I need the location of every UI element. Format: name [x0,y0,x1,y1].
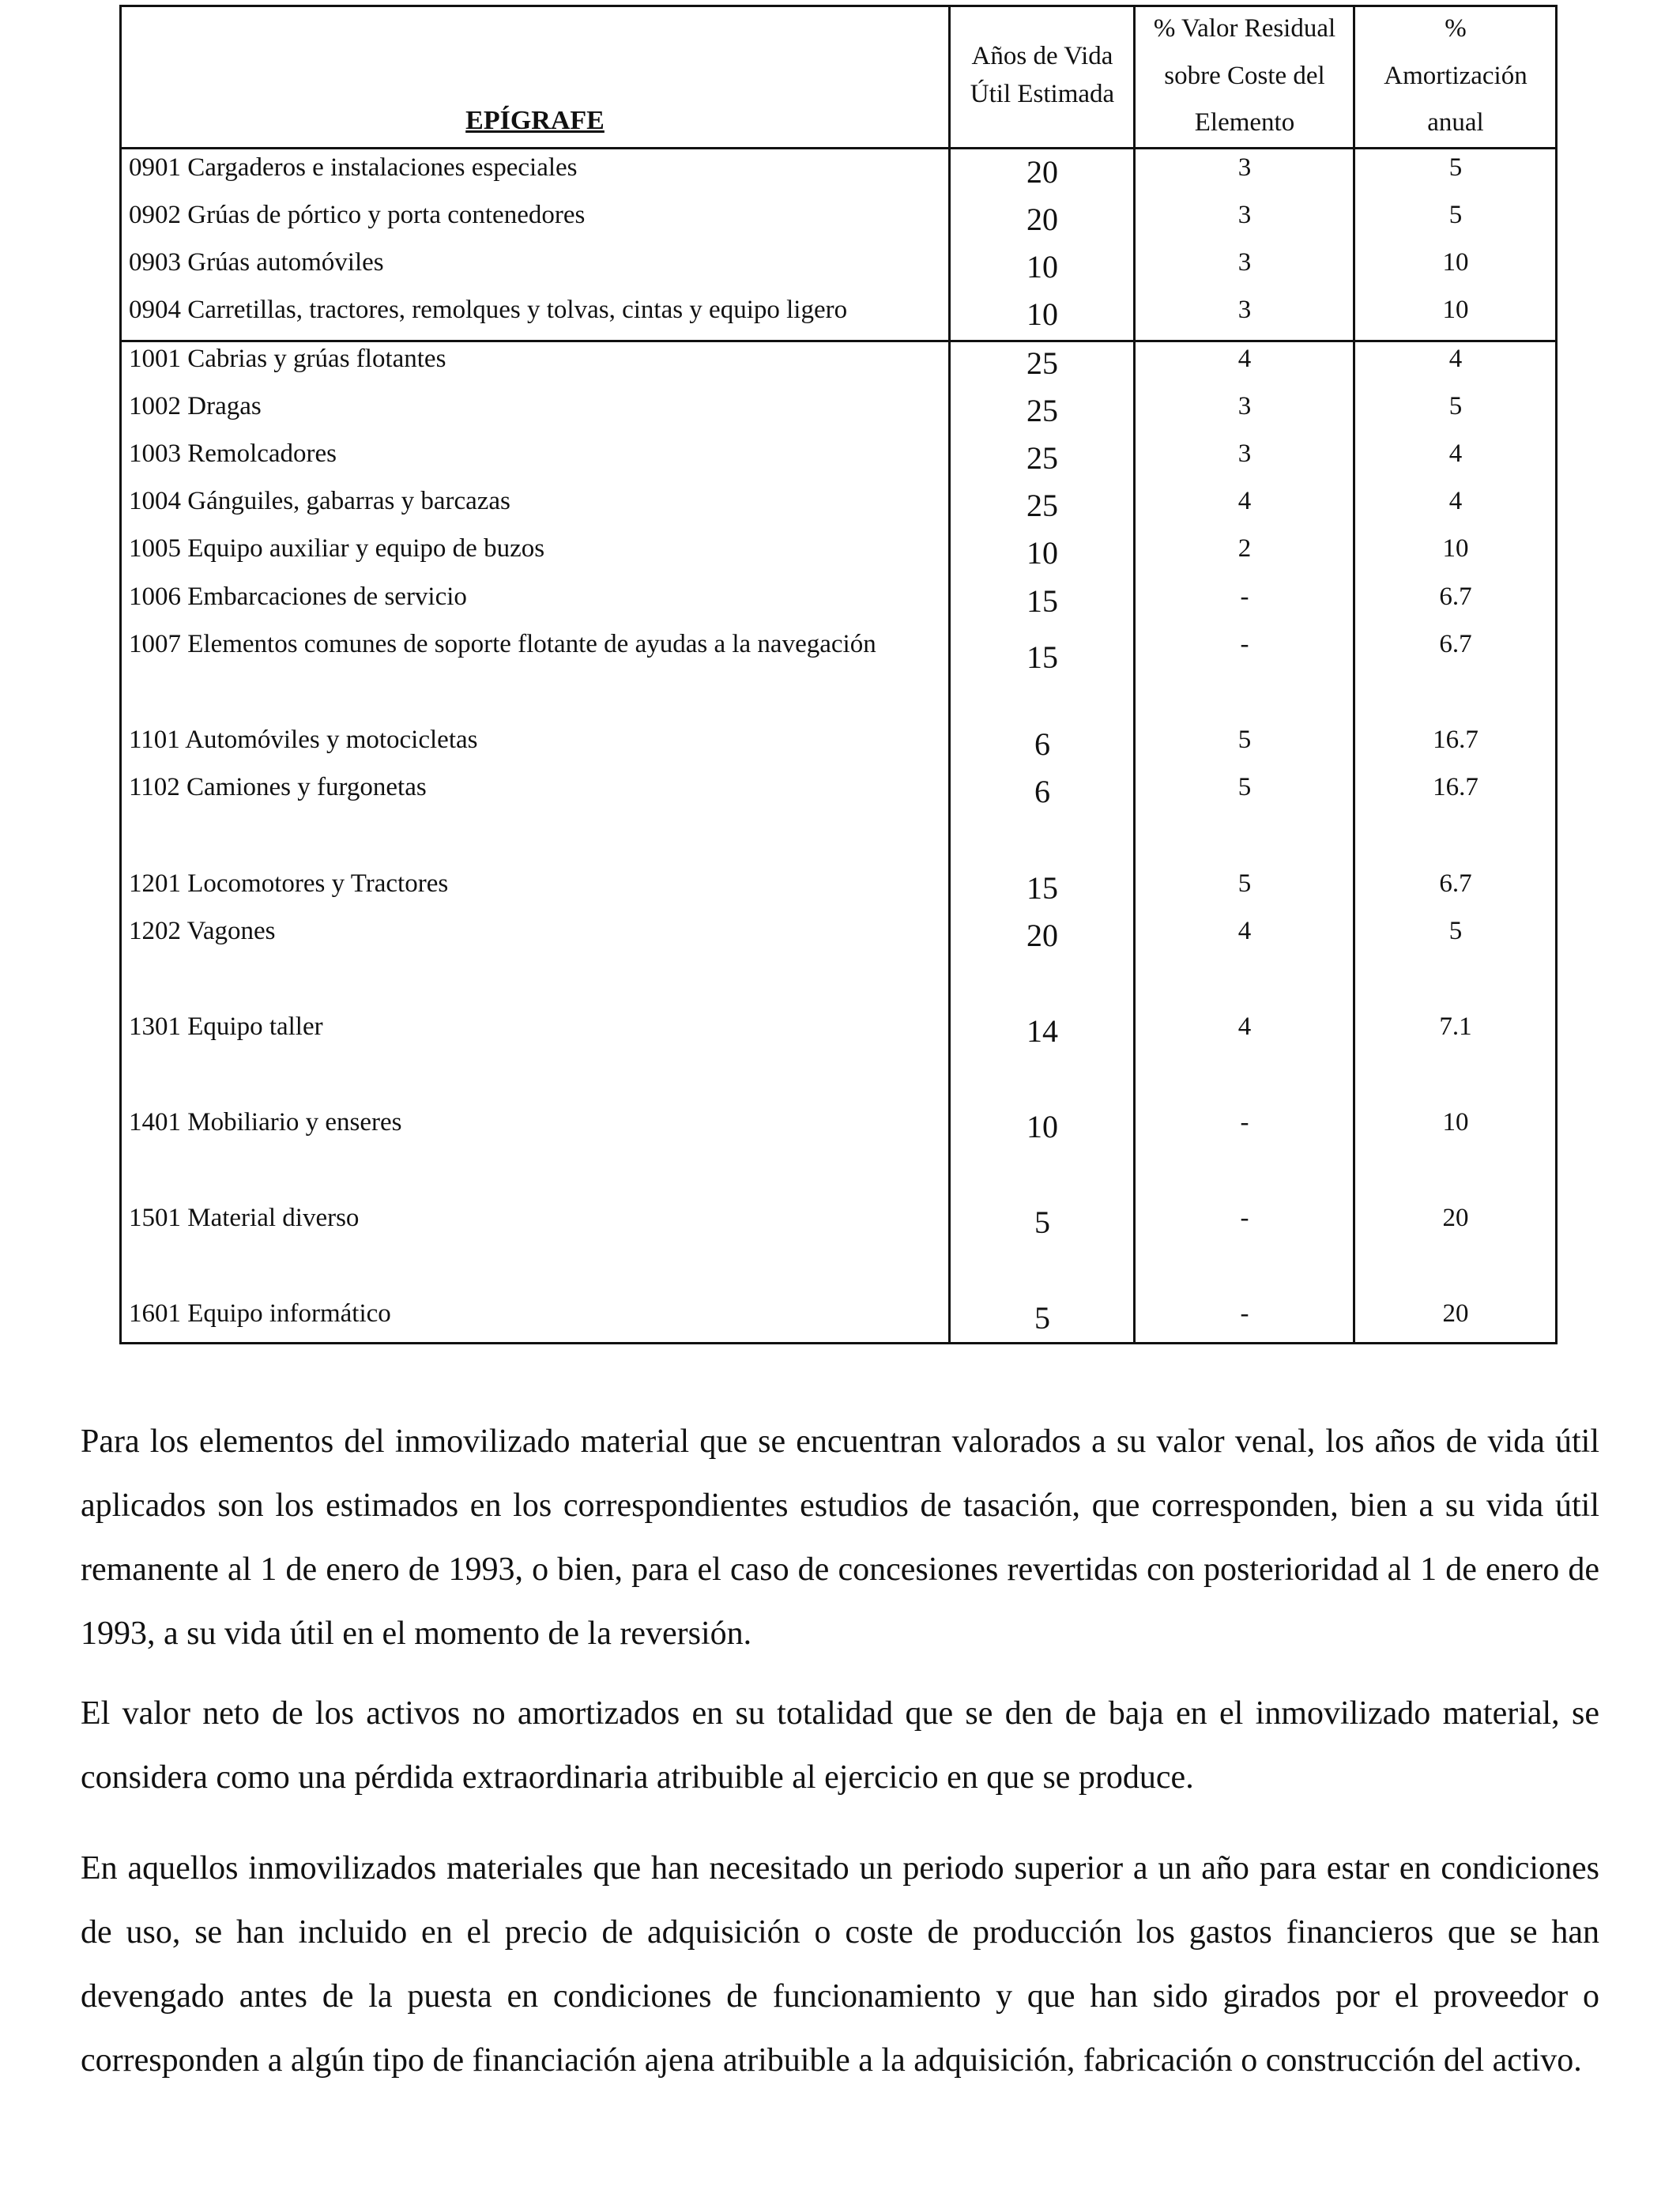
header-amortization-line3: anual [1427,108,1484,137]
group-divider [119,340,1558,342]
row-amortization: 6.7 [1439,630,1472,658]
row-amortization: 4 [1448,487,1463,515]
row-description: 1601 Equipo informático [129,1299,391,1328]
header-residual-line3: Elemento [1194,108,1295,137]
row-years: 10 [1026,535,1058,571]
row-description: 0902 Grúas de pórtico y porta contenedores [129,201,586,229]
row-residual: 3 [1237,392,1252,420]
row-amortization: 10 [1442,296,1469,324]
row-amortization: 20 [1442,1204,1469,1232]
row-residual: - [1240,1204,1249,1232]
header-bottom-border [119,147,1558,149]
row-amortization: 16.7 [1433,773,1478,801]
row-description: 1201 Locomotores y Tractores [129,869,449,898]
table-bottom-border [119,1342,1558,1344]
row-years: 25 [1026,488,1058,523]
row-description: 1003 Remolcadores [129,439,337,468]
row-description: 0901 Cargaderos e instalaciones especiales [129,153,578,182]
row-residual: 3 [1237,153,1252,182]
row-years: 15 [1026,583,1058,619]
row-amortization: 10 [1442,1108,1469,1137]
paragraph-valor-neto: El valor neto de los activos no amortizados en su totalidad que se den de baja en el inmovilizado material, se considera como una pérdida extraordinaria atribuible al ejercicio en que se produce. [81,1695,1599,1796]
row-residual: - [1240,1299,1249,1328]
row-years: 10 [1026,296,1058,332]
row-residual: 5 [1237,773,1252,801]
row-description: 0903 Grúas automóviles [129,248,384,277]
row-residual: 3 [1237,296,1252,324]
row-years: 10 [1026,249,1058,285]
row-description: 1401 Mobiliario y enseres [129,1108,402,1137]
row-years: 10 [1026,1109,1058,1144]
row-residual: 3 [1237,201,1252,229]
row-years: 20 [1026,202,1058,237]
row-amortization: 10 [1442,248,1469,277]
paragraph-gastos-financieros: En aquellos inmovilizados materiales que han necesitado un periodo superior a un año para estar en condiciones de uso, se han incluido en el precio de adquisición o coste de producción los gastos financieros que se han devengado antes de la puesta en condiciones de funcionamiento y que han sido girados por el proveedor o corresponden a algún tipo de financiación ajena atribuible a la adquisición, fabricación o construcción del activo. [81,1850,1599,2079]
row-description: 1101 Automóviles y motocicletas [129,726,478,754]
row-residual: 4 [1237,917,1252,945]
table-left-border [119,5,122,1344]
row-residual: - [1240,582,1249,611]
header-years-line2: Útil Estimada [970,80,1115,108]
row-residual: 4 [1237,487,1252,515]
row-years: 20 [1026,154,1058,190]
row-description: 1002 Dragas [129,392,262,420]
row-years: 25 [1026,393,1058,428]
row-years: 15 [1026,870,1058,906]
row-description: 1001 Cabrias y grúas flotantes [129,345,446,373]
row-years: 15 [1026,639,1058,675]
row-years: 25 [1026,345,1058,381]
row-amortization: 6.7 [1439,869,1472,898]
row-description: 1501 Material diverso [129,1204,360,1232]
row-residual: 5 [1237,869,1252,898]
row-amortization: 7.1 [1439,1012,1472,1041]
paragraph-valor-venal: Para los elementos del inmovilizado material que se encuentran valorados a su valor venal, los años de vida útil aplicados son los estimados en los correspondientes estudios de tasación, que corresponden, bien a su vida útil remanente al 1 de enero de 1993, o bien, para el caso de concesiones revertidas con posterioridad al 1 de enero de 1993, a su vida útil en el momento de la reversión. [81,1423,1599,1652]
row-residual: - [1240,630,1249,658]
row-residual: 3 [1237,248,1252,277]
header-years-line1: Años de Vida [971,42,1113,70]
row-amortization: 5 [1448,153,1463,182]
row-residual: 4 [1237,345,1252,373]
row-years: 5 [1034,1204,1050,1240]
row-description: 1301 Equipo taller [129,1012,323,1041]
header-residual-line1: % Valor Residual [1153,14,1336,43]
depreciation-table [119,5,1558,1346]
header-epigrafe: EPÍGRAFE [465,106,605,135]
row-amortization: 5 [1448,392,1463,420]
row-amortization: 20 [1442,1299,1469,1328]
row-years: 6 [1034,774,1050,809]
row-amortization: 4 [1448,439,1463,468]
row-years: 25 [1026,440,1058,476]
row-amortization: 4 [1448,345,1463,373]
row-years: 5 [1034,1300,1050,1336]
row-description: 0904 Carretillas, tractores, remolques y tolvas, cintas y equipo ligero [129,296,848,324]
row-description: 1005 Equipo auxiliar y equipo de buzos [129,534,545,563]
row-residual: 3 [1237,439,1252,468]
row-description: 1102 Camiones y furgonetas [129,773,427,801]
row-residual: 4 [1237,1012,1252,1041]
header-amortization-line2: Amortización [1384,62,1527,90]
row-description: 1006 Embarcaciones de servicio [129,582,467,611]
row-years: 14 [1026,1013,1058,1049]
row-residual: 5 [1237,726,1252,754]
row-amortization: 5 [1448,201,1463,229]
row-amortization: 5 [1448,917,1463,945]
row-years: 20 [1026,918,1058,953]
row-years: 6 [1034,726,1050,762]
row-description: 1202 Vagones [129,917,276,945]
row-residual: - [1240,1108,1249,1137]
row-description: 1007 Elementos comunes de soporte flotante de ayudas a la navegación [129,630,876,658]
row-amortization: 10 [1442,534,1469,563]
row-amortization: 16.7 [1433,726,1478,754]
row-amortization: 6.7 [1439,582,1472,611]
header-amortization-line1: % [1445,14,1467,43]
header-residual-line2: sobre Coste del [1164,62,1325,90]
row-residual: 2 [1237,534,1252,563]
row-description: 1004 Gánguiles, gabarras y barcazas [129,487,510,515]
